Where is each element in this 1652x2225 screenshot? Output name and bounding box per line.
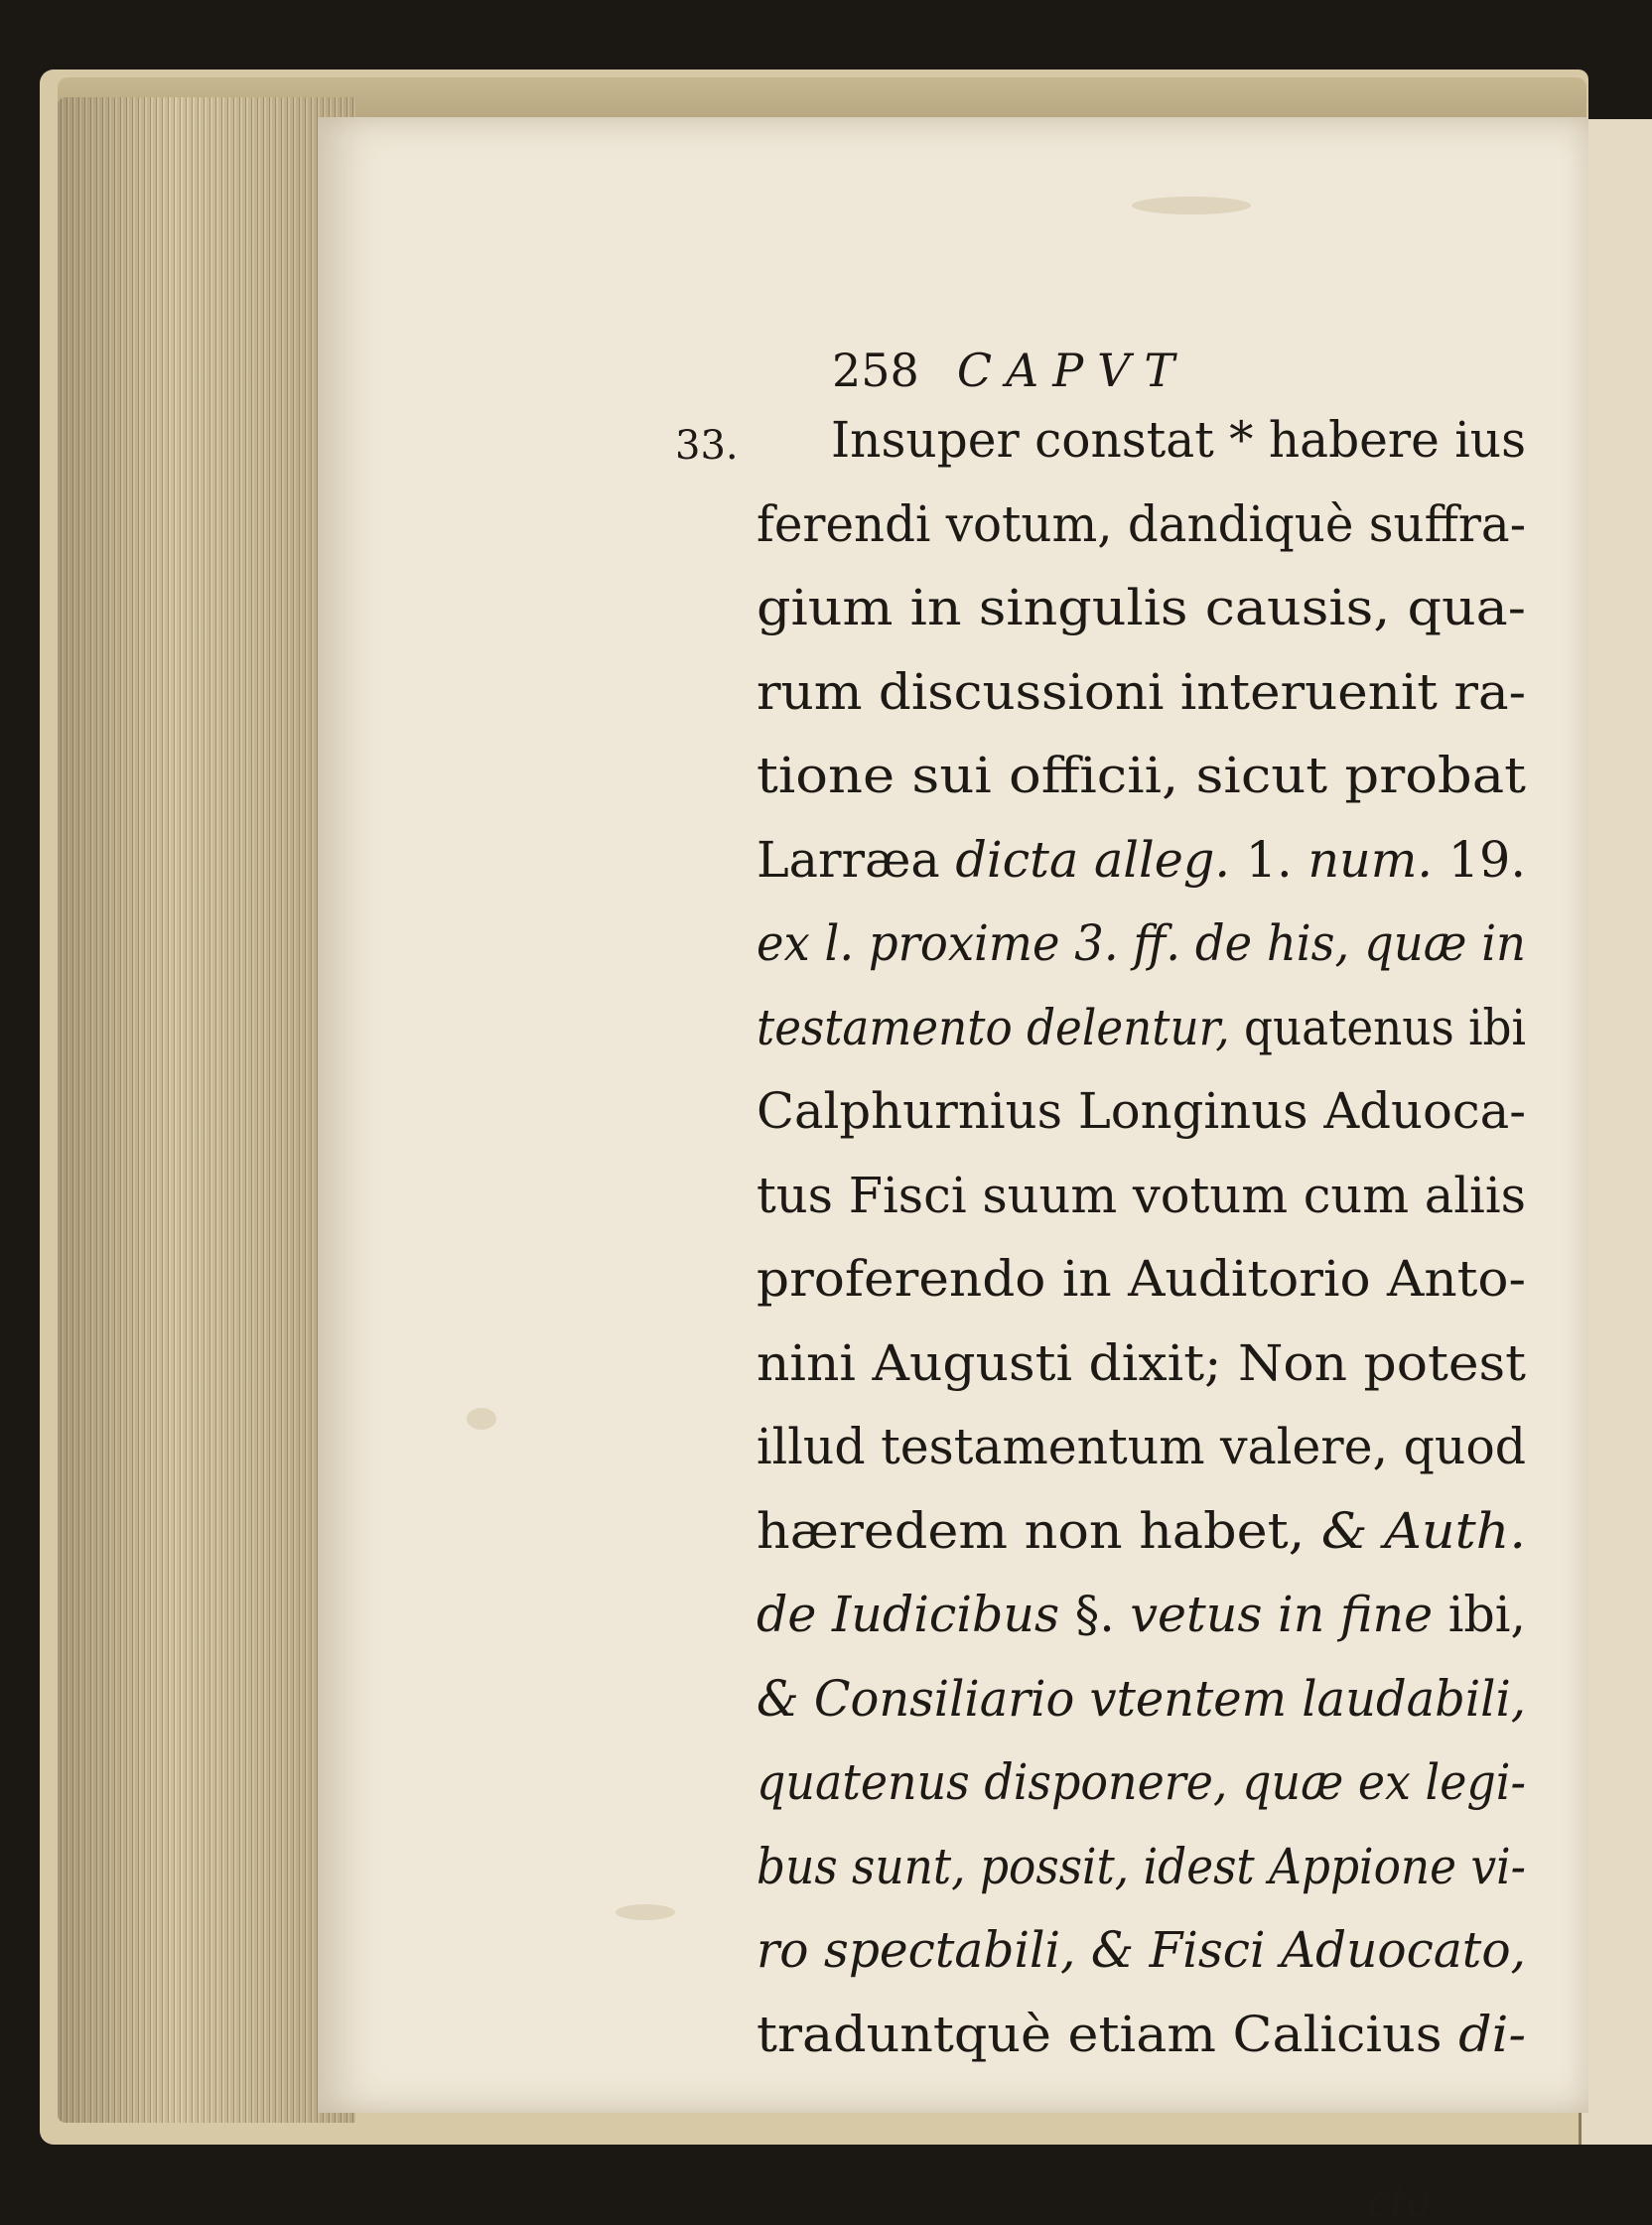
page-number: 258 (832, 344, 919, 397)
italic-text-run: & Consiliario vtentem laudabili, (757, 1669, 1526, 1728)
text-run: Larræa (757, 830, 956, 889)
catchword: cto (1368, 2179, 1431, 2225)
text-run: traduntquè etiam Calicius (757, 2005, 1459, 2063)
text-run: 19. (1433, 830, 1526, 889)
text-run: hæredem non habet, (757, 1501, 1321, 1560)
text-run: nini Augusti dixit; Non potest (757, 1333, 1526, 1392)
text-line (757, 1837, 1526, 1895)
italic-text-run: ex l. proxime 3. ff. de his, quæ in (757, 914, 1526, 972)
italic-text-run: vetus in fine (1130, 1586, 1434, 1643)
text-line (831, 411, 1526, 469)
italic-text-run: num. (1308, 830, 1434, 889)
text-line (757, 1586, 1526, 1643)
text-line (757, 1418, 1526, 1475)
italic-text-run: bus sunt, possit, idest Appione vi- (757, 1837, 1526, 1895)
text-line (757, 1501, 1526, 1560)
text-run: 1. (1230, 830, 1308, 889)
text-run: §. (1059, 1586, 1131, 1643)
italic-text-run: ro spectabili, & Fisci Aduocato, (757, 1921, 1526, 1979)
text-run: quatenus ibi (1229, 998, 1526, 1056)
running-header (832, 344, 1189, 397)
text-line (757, 1333, 1526, 1392)
text-line (757, 662, 1526, 721)
text-run: ibi, (1433, 1586, 1526, 1643)
italic-text-run: testamento delentur, (757, 998, 1230, 1056)
italic-text-run: de Iudicibus (757, 1586, 1060, 1643)
text-line (757, 1753, 1526, 1811)
text-run: Calphurnius Longinus Aduoca- (757, 1082, 1526, 1140)
italic-text-run: dicta alleg. (955, 830, 1231, 889)
text-line (757, 747, 1526, 804)
text-run: rum discussioni interuenit ra- (757, 662, 1526, 721)
text-line (757, 1921, 1526, 1979)
italic-text-run: di- (1458, 2005, 1526, 2063)
text-run: tione sui officii, sicut probat (757, 747, 1526, 804)
text-line (757, 579, 1526, 636)
text-run: ferendi votum, dandiquè suffra- (757, 494, 1526, 553)
italic-text-run: quatenus disponere, quæ ex legi- (757, 1753, 1526, 1811)
text-line (757, 494, 1526, 553)
text-line (757, 1082, 1526, 1140)
text-line (757, 914, 1526, 972)
text-line (757, 1250, 1526, 1308)
running-head-title: CAPVT (956, 344, 1189, 397)
text-line (757, 1669, 1526, 1728)
text-run: gium in singulis causis, qua- (757, 579, 1526, 636)
italic-text-run: & Auth. (1320, 1501, 1526, 1560)
text-run: Insuper constat * habere ius (831, 411, 1526, 469)
text-run: illud testamentum valere, quod (757, 1418, 1526, 1475)
text-line (757, 830, 1526, 889)
text-line (757, 998, 1526, 1056)
text-line (757, 2005, 1526, 2063)
text-run: tus Fisci suum votum cum aliis (757, 1166, 1526, 1224)
margin-note: 33. (675, 423, 739, 469)
text-run: proferendo in Auditorio Anto- (757, 1250, 1526, 1308)
text-line (757, 1166, 1526, 1224)
